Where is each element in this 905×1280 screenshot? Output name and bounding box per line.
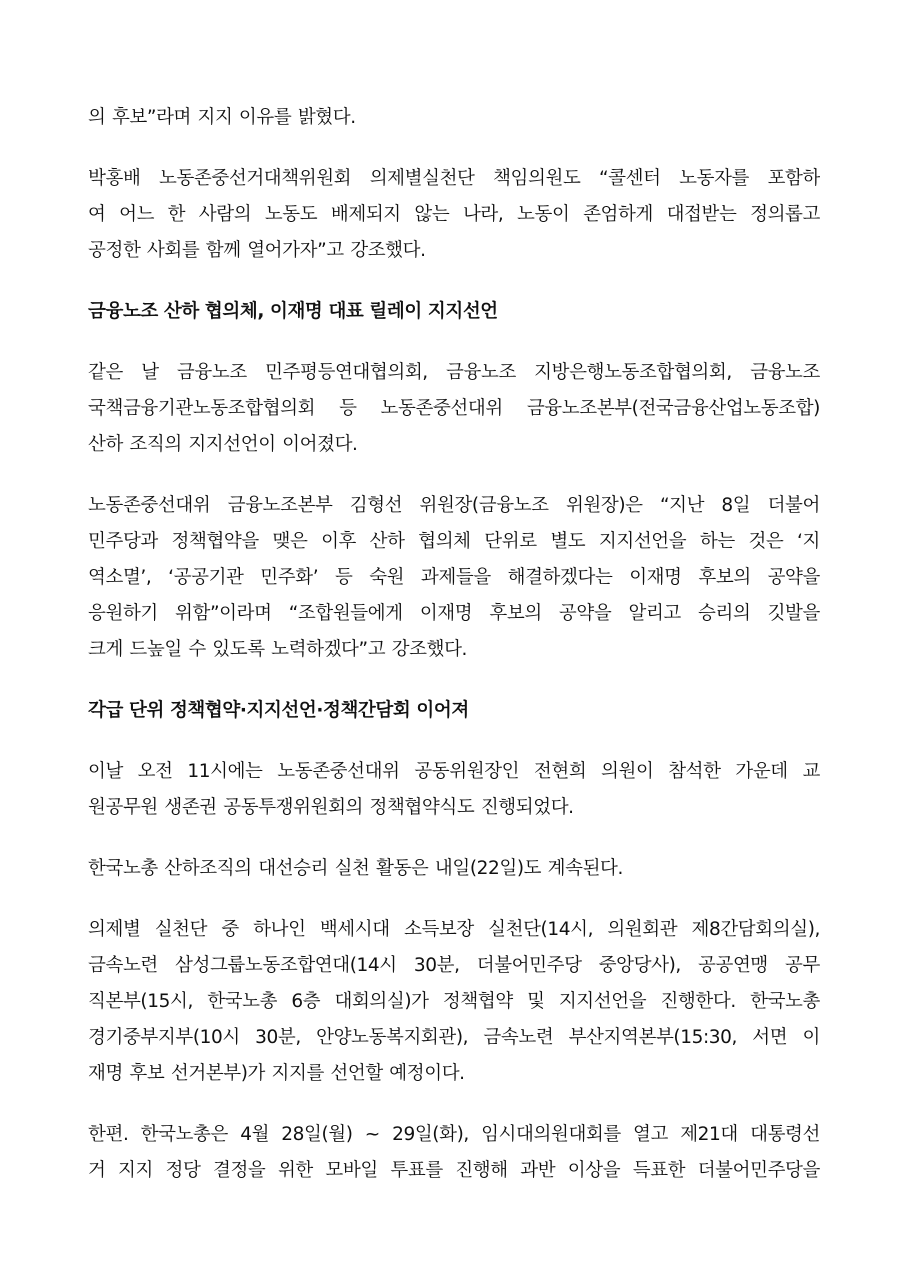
paragraph-kim-hyungsun-quote xyxy=(88,488,820,668)
text-line: 거 지지 정당 결정을 위한 모바일 투표를 진행해 과반 이상을 득표한 더불어민주당을 xyxy=(88,1160,820,1181)
paragraph-support-reason-end xyxy=(88,100,820,136)
document-page xyxy=(88,100,820,1214)
text-line: 응원하기 위함”이라며 “조합원들에게 이재명 후보의 공약을 알리고 승리의 깃발을 xyxy=(88,603,820,624)
text-line: 크게 드높일 수 있도록 노력하겠다”고 강조했다. xyxy=(88,639,468,660)
text-line: 여 어느 한 사람의 노동도 배제되지 않는 나라, 노동이 존엄하게 대접받는 정의롭고 xyxy=(88,204,820,225)
text-line: 공정한 사회를 함께 열어가자”고 강조했다. xyxy=(88,240,426,261)
text-line: 재명 후보 선거본부)가 지지를 선언할 예정이다. xyxy=(88,1063,465,1084)
text-line: 산하 조직의 지지선언이 이어졌다. xyxy=(88,434,358,455)
paragraph-finance-union-councils xyxy=(88,355,820,463)
paragraph-park-hongbae-quote xyxy=(88,161,820,269)
paragraph-meanwhile-vote xyxy=(88,1117,820,1189)
section-heading-policy-agreements: 각급 단위 정책협약·지지선언·정책간담회 이어져 xyxy=(88,700,469,721)
text-line: 역소멸’, ‘공공기관 민주화’ 등 숙원 과제들을 해결하겠다는 이재명 후보의 공약을 xyxy=(88,567,820,588)
text-line: 경기중부지부(10시 30분, 안양노동복지회관), 금속노련 부산지역본부(15:30, 서면 이 xyxy=(88,1027,820,1048)
text-line: 같은 날 금융노조 민주평등연대협의회, 금융노조 지방은행노동조합협의회, 금융노조 xyxy=(88,362,820,383)
text-line: 직본부(15시, 한국노총 6층 대회의실)가 정책협약 및 지지선언을 진행한다. 한국노총 xyxy=(88,991,820,1012)
text-line: 금속노련 삼성그룹노동조합연대(14시 30분, 더불어민주당 중앙당사), 공공연맹 공무 xyxy=(88,955,820,976)
text-line: 국책금융기관노동조합협의회 등 노동존중선대위 금융노조본부(전국금융산업노동조합) xyxy=(88,398,820,419)
paragraph-activities-continue xyxy=(88,851,820,887)
text-line: 이날 오전 11시에는 노동존중선대위 공동위원장인 전현희 의원이 참석한 가운데 교 xyxy=(88,761,820,782)
paragraph-teachers-agreement xyxy=(88,754,820,826)
text-line: 의제별 실천단 중 하나인 백세시대 소득보장 실천단(14시, 의원회관 제8간담회의실), xyxy=(88,919,820,940)
text-line: 한국노총 산하조직의 대선승리 실천 활동은 내일(22일)도 계속된다. xyxy=(88,858,623,879)
text-line: 박홍배 노동존중선거대책위원회 의제별실천단 책임의원도 “콜센터 노동자를 포함하 xyxy=(88,168,820,189)
text-line: 노동존중선대위 금융노조본부 김형선 위원장(금융노조 위원장)은 “지난 8일 더불어 xyxy=(88,495,820,516)
section-heading-finance-union: 금융노조 산하 협의체, 이재명 대표 릴레이 지지선언 xyxy=(88,301,498,322)
text-line: 민주당과 정책협약을 맺은 이후 산하 협의체 단위로 별도 지지선언을 하는 것은 ‘지 xyxy=(88,531,820,552)
text-line: 의 후보”라며 지지 이유를 밝혔다. xyxy=(88,107,356,128)
text-line: 원공무원 생존권 공동투쟁위원회의 정책협약식도 진행되었다. xyxy=(88,797,574,818)
paragraph-schedule xyxy=(88,912,820,1092)
text-line: 한편. 한국노총은 4월 28일(월) ~ 29일(화), 임시대의원대회를 열고 제21대 대통령선 xyxy=(88,1124,820,1145)
